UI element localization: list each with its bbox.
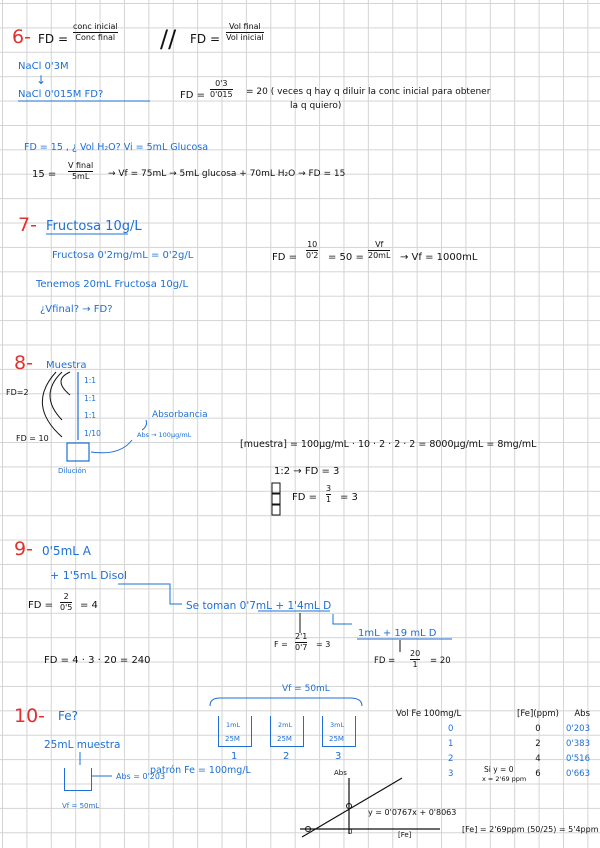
dilution-bracket — [50, 372, 62, 420]
dilution-step-3: 1:1 — [84, 411, 97, 420]
fraction-denominator: 0'2 — [306, 251, 319, 260]
problem-7-number: 7- — [18, 214, 37, 236]
f-label: F = — [274, 640, 288, 649]
fraction-numerator: 10 — [307, 240, 318, 249]
absorbance-arrow — [142, 420, 147, 430]
fd-result-explanation-2: la q quiero) — [290, 101, 342, 111]
standard-number-2: 2 — [283, 751, 290, 762]
table-header-cell: Vol Fe 100mg/L — [396, 708, 462, 719]
fraction-denominator: 0'015 — [210, 90, 233, 99]
fraction-numerator: 3 — [326, 484, 332, 493]
fraction-denominator: 20mL — [368, 251, 391, 260]
fd15-statement: FD = 15 , ¿ Vol H₂O? Vi = 5mL Glucosa — [24, 142, 209, 153]
cuvette-3 — [272, 505, 280, 515]
fraction-denominator: Vol inicial — [226, 33, 264, 42]
dilution-step-1: 1:1 — [84, 376, 97, 385]
fructosa-title: Fructosa 10g/L — [46, 219, 142, 234]
table-header-cell: [Fe](ppm) — [517, 708, 559, 719]
fraction-denominator: 0'5 — [60, 603, 73, 612]
fraction-numerator: conc inicial — [73, 22, 118, 31]
standards-brace — [210, 698, 362, 706]
absorbance-arrow — [91, 440, 132, 453]
table-cell: 0'203 — [566, 723, 590, 734]
x-intercept: x = 2'69 ppm — [482, 775, 527, 783]
problem-10-number: 10- — [14, 705, 46, 727]
table-cell: 0'383 — [566, 738, 590, 749]
absorbancia-label: Absorbancia — [152, 410, 208, 420]
table-cell: 0 — [448, 723, 454, 734]
table-cell: 6 — [535, 768, 541, 779]
fd-value: = 3 — [340, 492, 358, 503]
standard-sample-1: 25M — [225, 735, 240, 743]
standard-volume-1: 1mL — [226, 721, 241, 729]
vfinal-question: ¿Vfinal? → FD? — [40, 304, 113, 315]
fd-value-2: = 3 — [316, 640, 331, 649]
se-toman-line: Se toman 0'7mL + 1'4mL D — [186, 600, 332, 612]
nacl-initial: NaCl 0'3M — [18, 61, 69, 72]
fraction-numerator: 2 — [63, 592, 69, 601]
ml19-line: 1mL + 19 mL D — [358, 628, 437, 639]
cuvette-2 — [272, 494, 280, 504]
fd2-label: FD=2 — [6, 388, 29, 397]
standard-volume-2: 2mL — [278, 721, 293, 729]
standards-final-volume: Vf = 50mL — [282, 684, 330, 694]
muestra-volume: 25mL muestra — [44, 739, 121, 751]
problem-9-number: 9- — [14, 538, 33, 560]
fd-result-explanation: = 20 ( veces q hay q diluir la conc inicial para obtener — [246, 87, 491, 97]
fraction-numerator: Vol final — [229, 22, 261, 31]
table-cell: 2 — [535, 738, 541, 749]
fd-label: FD = — [374, 656, 396, 666]
table-cell: 4 — [535, 753, 541, 764]
standard-number-3: 3 — [335, 751, 342, 762]
fd-value-1: = 4 — [80, 600, 98, 611]
fd-value-3: = 20 — [430, 656, 451, 666]
problem-8-number: 8- — [14, 352, 33, 374]
nacl-final: NaCl 0'015M FD? — [18, 89, 104, 100]
table-cell: 0'663 — [566, 768, 590, 779]
solvent-volume: + 1'5mL Disol — [50, 569, 128, 582]
final-fe-result: [Fe] = 2'69ppm (50/25) = 5'4ppm — [462, 825, 599, 834]
fraction-numerator: V final — [68, 161, 94, 170]
regression-equation: y = 0'0767x + 0'8063 — [368, 808, 457, 817]
table-cell: 2 — [448, 753, 454, 764]
fd-label: FD = — [272, 252, 298, 263]
table-cell: 0 — [535, 723, 541, 734]
se-toman-bracket — [118, 584, 182, 604]
fraction-denominator: 1 — [326, 495, 332, 504]
fraction-numerator: Vf — [375, 240, 384, 249]
fd-total: FD = 4 · 3 · 20 = 240 — [44, 655, 151, 666]
y-zero-condition: Si y = 0 — [484, 765, 514, 774]
dilution-step-2: 1:1 — [84, 394, 97, 403]
graph-origin: 0 — [348, 828, 353, 836]
table-cell: 0'516 — [566, 753, 590, 764]
muestra-label: Muestra — [46, 360, 87, 371]
calibration-line — [302, 778, 402, 837]
fd-label: FD = — [292, 492, 318, 503]
cuvette-1 — [272, 483, 280, 493]
dilution-cuvette — [67, 443, 89, 461]
graph-x-label: [Fe] — [398, 831, 412, 839]
fraction-numerator: 0'3 — [215, 79, 228, 88]
fd-label: FD = — [38, 32, 69, 46]
muestra-concentration: [muestra] = 100µg/mL · 10 · 2 · 2 · 2 = 8000µg/mL = 8mg/mL — [240, 439, 537, 450]
patron-fe: patrón Fe = 100mg/L — [150, 765, 251, 776]
fraction-denominator: 0'7 — [295, 643, 308, 652]
dilucion-label: Dilución — [58, 467, 87, 475]
abs-result: Abs → 100µg/mL — [137, 431, 192, 439]
graph-y-label: Abs — [334, 769, 347, 777]
fraction-denominator: Conc final — [75, 33, 116, 42]
standard-sample-2: 25M — [277, 735, 292, 743]
table-cell: 1 — [448, 738, 454, 749]
fd10-label: FD = 10 — [16, 434, 49, 443]
volume-chain: → Vf = 75mL → 5mL glucosa + 70mL H₂O → FD = 15 — [108, 169, 346, 179]
problem-6-number: 6- — [12, 26, 31, 48]
fe-question: Fe? — [58, 709, 78, 723]
fd-value: = 50 = — [328, 252, 364, 263]
fraction-numerator: 2'1 — [295, 632, 308, 641]
subdilution-bracket — [333, 614, 352, 624]
table-cell: 3 — [448, 768, 454, 779]
sample-final-volume: Vf = 50mL — [62, 802, 100, 810]
down-arrow-icon: ↓ — [36, 73, 47, 87]
standard-number-1: 1 — [231, 751, 238, 762]
sample-absorbance: Abs = 0'203 — [116, 772, 166, 781]
fd-label: FD = — [28, 600, 54, 611]
sample-volume: 0'5mL A — [42, 544, 91, 558]
standard-sample-3: 25M — [329, 735, 344, 743]
dilution-step-4: 1/10 — [84, 429, 101, 438]
tenemos-line: Tenemos 20mL Fructosa 10g/L — [36, 279, 189, 290]
fraction-denominator: 1 — [412, 660, 418, 669]
fraction-numerator: 20 — [410, 649, 421, 658]
table-header-cell: Abs — [574, 708, 590, 719]
fd-label: FD = — [180, 90, 206, 101]
standard-volume-3: 3mL — [330, 721, 345, 729]
dilution-bracket — [61, 372, 70, 395]
eq-left: 15 = — [32, 169, 57, 180]
fructosa-conversion: Fructosa 0'2mg/mL = 0'2g/L — [52, 250, 194, 261]
fraction-denominator: 5mL — [71, 172, 90, 181]
fd-label: FD = — [190, 32, 221, 46]
separator: // — [160, 25, 177, 53]
vf-result: → Vf = 1000mL — [400, 252, 478, 263]
ratio-fd: 1:2 → FD = 3 — [274, 466, 340, 477]
